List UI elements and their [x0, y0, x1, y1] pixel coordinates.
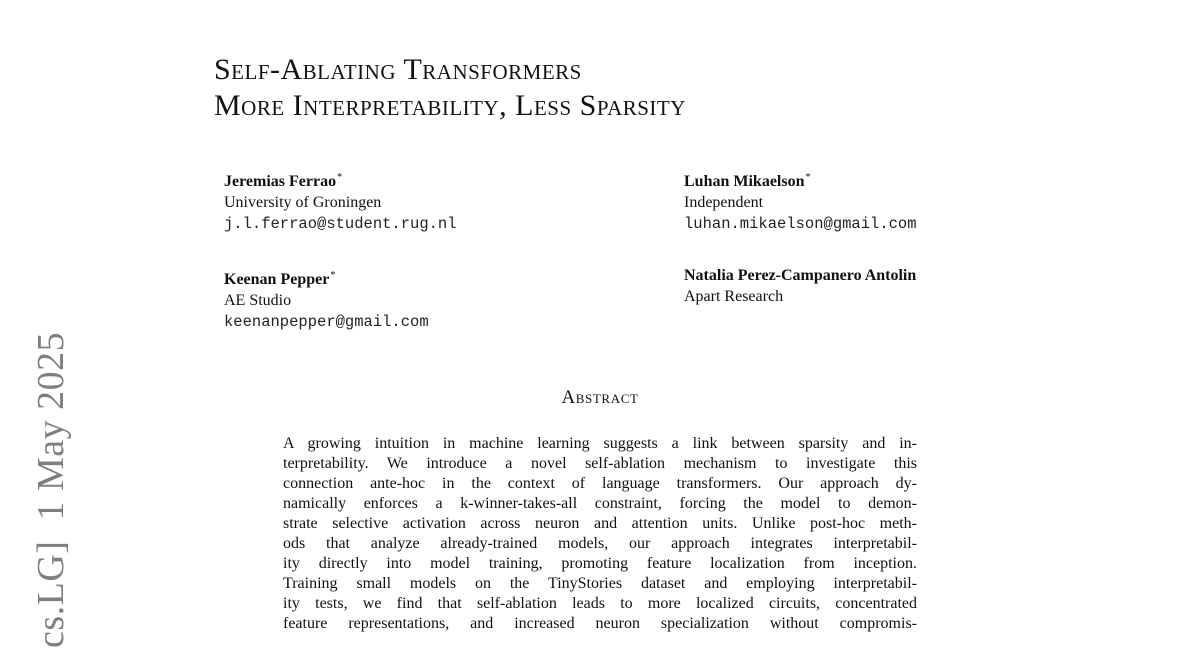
- equal-contribution-mark: *: [330, 270, 336, 281]
- author-email[interactable]: j.l.ferrao@student.rug.nl: [224, 215, 457, 233]
- author-name: [224, 167, 457, 192]
- author-affiliation: University of Groningen: [224, 194, 382, 211]
- author-name-text: Luhan Mikaelson: [684, 173, 805, 190]
- equal-contribution-mark: *: [805, 172, 811, 183]
- author-name: [684, 167, 917, 192]
- equal-contribution-mark: *: [337, 172, 343, 183]
- author-name-text: Keenan Pepper: [224, 271, 330, 288]
- abstract-line: strate selective activation across neuron and attention units. Unlike post-hoc meth-: [283, 515, 917, 532]
- author-block: [684, 167, 917, 236]
- abstract-line: feature representations, and increased neuron specialization without compromis-: [283, 615, 917, 632]
- author-affiliation: AE Studio: [224, 292, 292, 309]
- abstract-line: Training small models on the TinyStories dataset and employing interpretabil-: [283, 575, 917, 592]
- abstract-line: A growing intuition in machine learning suggests a link between sparsity and in-: [283, 435, 917, 452]
- abstract-line: namically enforces a k-winner-takes-all constraint, forcing the model to demon-: [283, 495, 917, 512]
- author-affiliation: Apart Research: [684, 288, 784, 305]
- author-name-text: Jeremias Ferrao: [224, 173, 337, 190]
- abstract-heading: Abstract: [561, 387, 639, 408]
- author-email[interactable]: keenanpepper@gmail.com: [224, 313, 429, 331]
- paper-title: [214, 52, 686, 124]
- abstract-line: ity tests, we find that self-ablation leads to more localized circuits, concentrated: [283, 595, 917, 612]
- author-block: [224, 265, 429, 334]
- abstract-line: ods that analyze already-trained models, our approach integrates interpretabil-: [283, 535, 917, 552]
- author-name: [684, 265, 916, 286]
- author-name-text: Natalia Perez-Campanero Antolin: [684, 267, 917, 284]
- abstract-body: [283, 434, 917, 634]
- abstract-line: connection ante-hoc in the context of language transformers. Our approach dy-: [283, 475, 917, 492]
- author-block: [684, 265, 916, 307]
- author-affiliation: Independent: [684, 194, 764, 211]
- author-email[interactable]: luhan.mikaelson@gmail.com: [684, 215, 917, 233]
- author-block: [224, 167, 457, 236]
- author-name: [224, 265, 429, 290]
- abstract-line: ity directly into model training, promoting feature localization from inception.: [283, 555, 917, 572]
- abstract-line: terpretability. We introduce a novel self-ablation mechanism to investigate this: [283, 455, 917, 472]
- arxiv-side-stamp: cs.LG] 1 May 2025: [30, 331, 72, 648]
- title-line-2: More Interpretability, Less Sparsity: [214, 89, 686, 122]
- title-line-1: Self-Ablating Transformers: [214, 53, 582, 86]
